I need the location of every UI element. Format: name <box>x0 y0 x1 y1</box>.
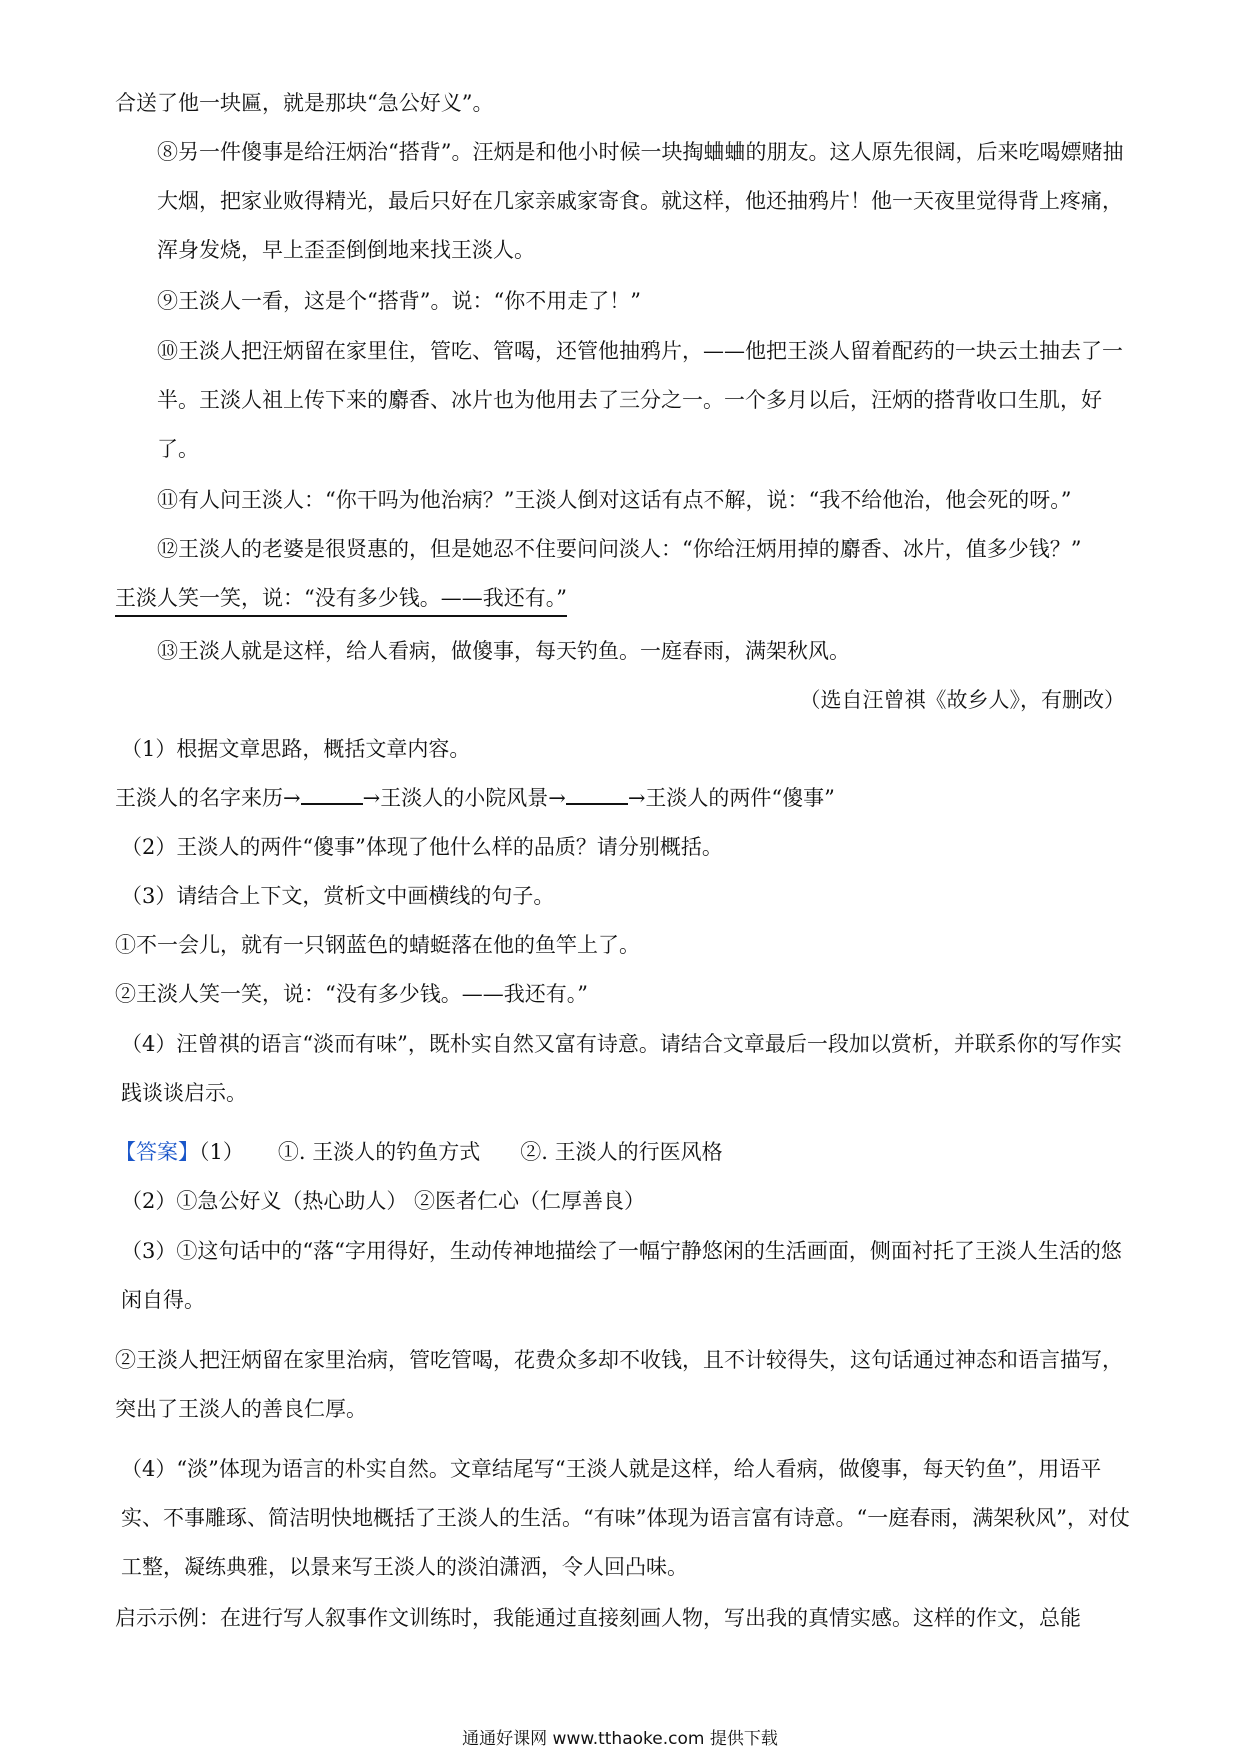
footer-watermark: 通通好课网 www.tthaoke.com 提供下载 <box>462 1729 778 1749</box>
flow-step-1: 王淡人的名字来历→ <box>115 786 301 810</box>
underlined-sentence <box>115 583 1135 617</box>
answer-1-label: （1） <box>199 1140 244 1164</box>
paragraph-9: ⑨王淡人一看，这是个“搭背”。说：“你不用走了！” <box>157 289 641 313</box>
question-3: （3）请结合上下文，赏析文中画横线的句子。 <box>121 884 555 908</box>
question-1-flow <box>115 783 1135 813</box>
paragraph-continued: 合送了他一块匾，就是那块“急公好义”。 <box>115 91 494 115</box>
answer-2: （2）①急公好义（热心助人） ②医者仁心（仁厚善良） <box>121 1189 646 1213</box>
paragraph-8: ⑧另一件傻事是给汪炳治“搭背”。汪炳是和他小时候一块掏蛐蛐的朋友。这人原先很阔，后来吃喝嫖赌抽大烟，把家业败得精光，最后只好在几家亲戚家寄食。就这样，他还抽鸦片！他一天夜里觉得背上疼痛，浑身发烧，早上歪歪倒倒地来找王淡人。 <box>157 140 1124 262</box>
paragraph-11: ⑪有人问王淡人：“你干吗为他治病？”王淡人倒对这话有点不解，说：“我不给他治，他会死的呀。” <box>157 488 1072 512</box>
paragraph-10: ⑩王淡人把汪炳留在家里住，管吃、管喝，还管他抽鸦片，——他把王淡人留着配药的一块云土抽去了一半。王淡人祖上传下来的麝香、冰片也为他用去了三分之一。一个多月以后，汪炳的搭背收口生肌，好了。 <box>157 339 1123 461</box>
answer-blank-1[interactable] <box>301 785 363 805</box>
answer-3-part-2: ②王淡人把汪炳留在家里治病，管吃管喝，花费众多却不收钱，且不计较得失，这句话通过神态和语言描写，突出了王淡人的善良仁厚。 <box>115 1348 1123 1421</box>
question-4: （4）汪曾祺的语言“淡而有味”，既朴实自然又富有诗意。请结合文章最后一段加以赏析，并联系你的写作实践谈谈启示。 <box>121 1032 1122 1105</box>
answer-tag: 【答案】 <box>115 1140 199 1164</box>
answer-1 <box>115 1137 1135 1167</box>
answer-4: （4）“淡”体现为语言的朴实自然。文章结尾写“王淡人就是这样，给人看病，做傻事，每天钓鱼”，用语平实、不事雕琢、简洁明快地概括了王淡人的生活。“有味”体现为语言富有诗意。“一庭春雨，满架秋风”，对仗工整，凝练典雅，以景来写王淡人的淡泊潇洒，令人回凸味。 <box>121 1457 1130 1579</box>
question-1: （1）根据文章思路，概括文章内容。 <box>121 737 471 761</box>
source-citation: （选自汪曾祺《故乡人》，有删改） <box>799 688 1125 712</box>
answer-3-part-1: （3）①这句话中的“落“字用得好，生动传神地描绘了一幅宁静悠闲的生活画面，侧面衬托了王淡人生活的悠闲自得。 <box>121 1239 1122 1312</box>
flow-step-2: →王淡人的小院风景→ <box>362 786 566 810</box>
flow-step-3: →王淡人的两件“傻事” <box>627 786 835 810</box>
underlined-text: 王淡人笑一笑，说：“没有多少钱。——我还有。” <box>115 583 567 617</box>
answer-1-part-1: ①. 王淡人的钓鱼方式 <box>277 1140 481 1164</box>
answer-blank-2[interactable] <box>566 785 628 805</box>
document-body <box>115 88 1135 1652</box>
question-2: （2）王淡人的两件“傻事”体现了他什么样的品质？请分别概括。 <box>121 835 723 859</box>
paragraph-13: ⑬王淡人就是这样，给人看病，做傻事，每天钓鱼。一庭春雨，满架秋风。 <box>157 639 850 663</box>
paragraph-12: ⑫王淡人的老婆是很贤惠的，但是她忍不住要问问淡人：“你给汪炳用掉的麝香、冰片，值多少钱？” <box>157 537 1082 561</box>
answer-4-hint: 启示示例：在进行写人叙事作文训练时，我能通过直接刻画人物，写出我的真情实感。这样的作文，总能 <box>115 1606 1081 1630</box>
answer-1-part-2: ②. 王淡人的行医风格 <box>520 1140 723 1164</box>
question-3-item-1: ①不一会儿，就有一只钢蓝色的蜻蜓落在他的鱼竿上了。 <box>115 933 640 957</box>
question-3-item-2: ②王淡人笑一笑，说：“没有多少钱。——我还有。” <box>115 982 588 1006</box>
